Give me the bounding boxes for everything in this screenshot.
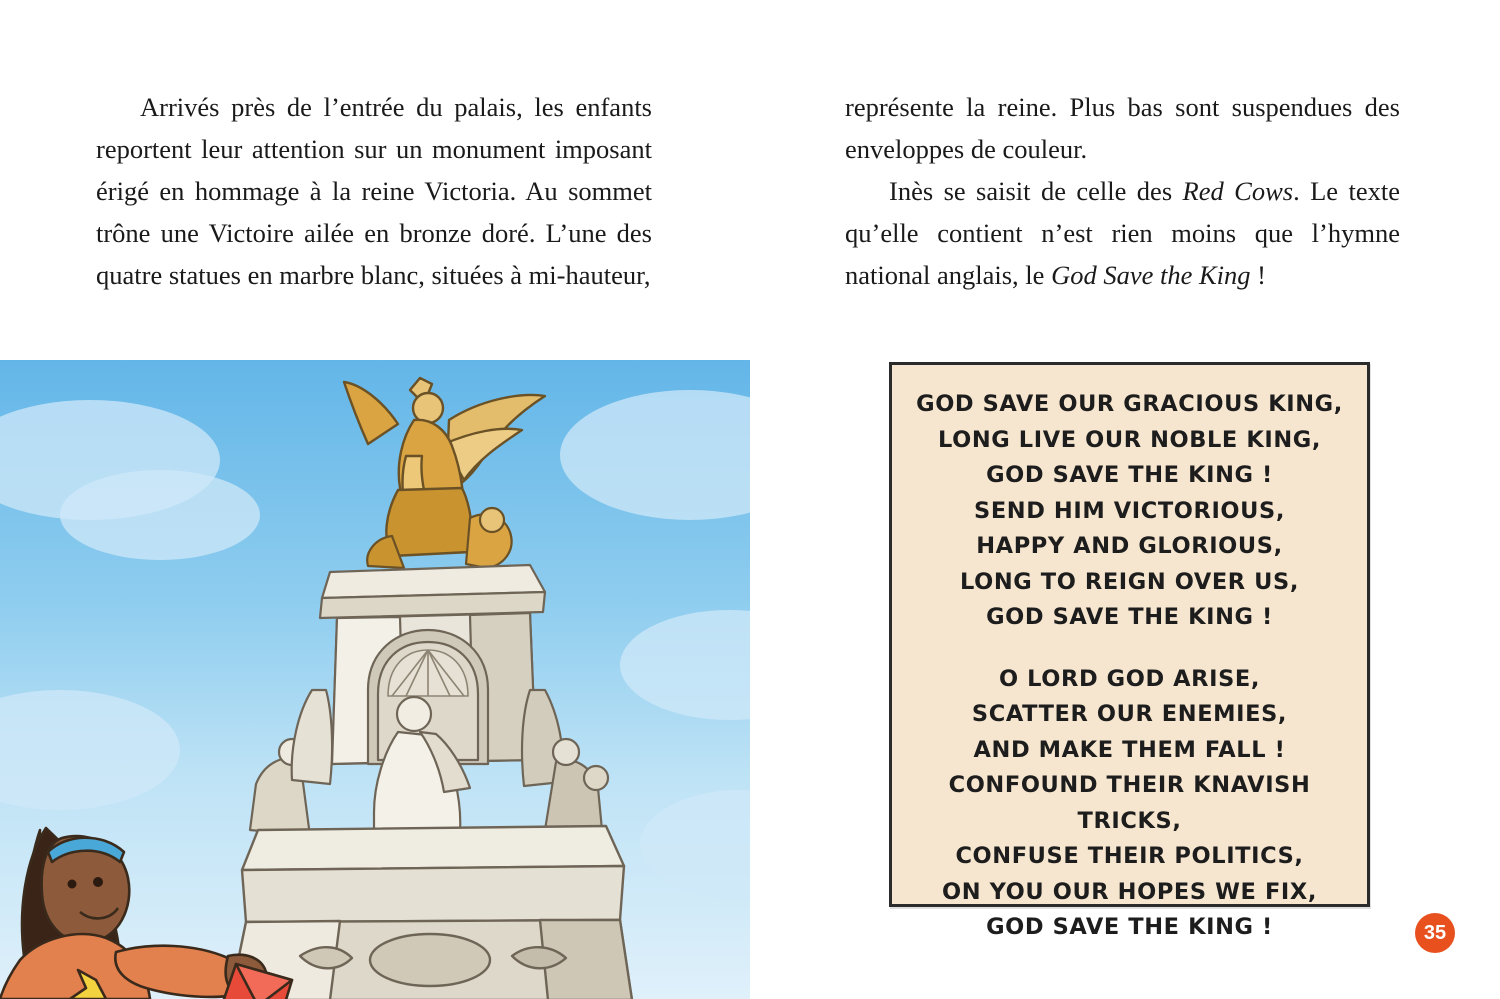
anthem-line: GOD SAVE THE KING ! [986,914,1273,940]
right-paragraph-2-part1: Inès se saisit de celle des [889,176,1183,206]
anthem-line: GOD SAVE THE KING ! [986,462,1273,488]
anthem-line: AND MAKE THEM FALL ! [973,736,1286,763]
right-column-text [845,86,1400,296]
left-paragraph-1: Arrivés près de l’entrée du palais, les enfants reportent leur attention sur un monument imposant érigé en hommage à la reine Victoria. Au sommet trône une Victoire ailée en bronze doré. L’une des quatre statues en marbre blanc, situées à mi-hauteur, [96,92,652,290]
god-save-the-king-title: God Save the King [1051,260,1251,290]
anthem-line: GOD SAVE OUR GRACIOUS KING, [916,391,1343,417]
anthem-line: ON YOU OUR HOPES WE FIX, [942,878,1317,905]
monument-base [230,826,632,999]
right-paragraph-1: représente la reine. Plus bas sont suspendues des enveloppes de couleur. [845,92,1400,164]
anthem-line: CONFUSE THEIR POLITICS, [955,843,1304,869]
anthem-line: SCATTER OUR ENEMIES, [971,701,1288,727]
anthem-line: SEND HIM VICTORIOUS, [974,497,1285,524]
winged-victory-statue [344,378,545,556]
anthem-line: LONG TO REIGN OVER US, [960,568,1299,595]
anthem-verse-gap [906,636,1353,662]
right-paragraph-2-part3: ! [1250,260,1266,290]
anthem-line: HAPPY AND GLORIOUS, [976,533,1283,559]
monument-drawing [0,360,750,999]
red-cows-title: Red Cows [1182,176,1294,206]
right-paragraph-2 [845,170,1400,296]
left-column-text [96,86,652,296]
anthem-line: LONG LIVE OUR NOBLE KING, [938,426,1321,453]
anthem-line: GOD SAVE THE KING ! [986,604,1273,630]
right-paragraph-2-part2: . Le texte qu’elle contient n’est rien moins que l’hymne national anglais, le [845,176,1400,290]
anthem-card [889,362,1370,940]
anthem-text [892,365,1367,956]
anthem-line: O LORD GOD ARISE, [999,665,1260,692]
illustration-victoria-memorial [0,360,750,999]
page-number-badge: 35 [1415,913,1455,953]
anthem-line: CONFOUND THEIR KNAVISH TRICKS, [948,772,1311,834]
